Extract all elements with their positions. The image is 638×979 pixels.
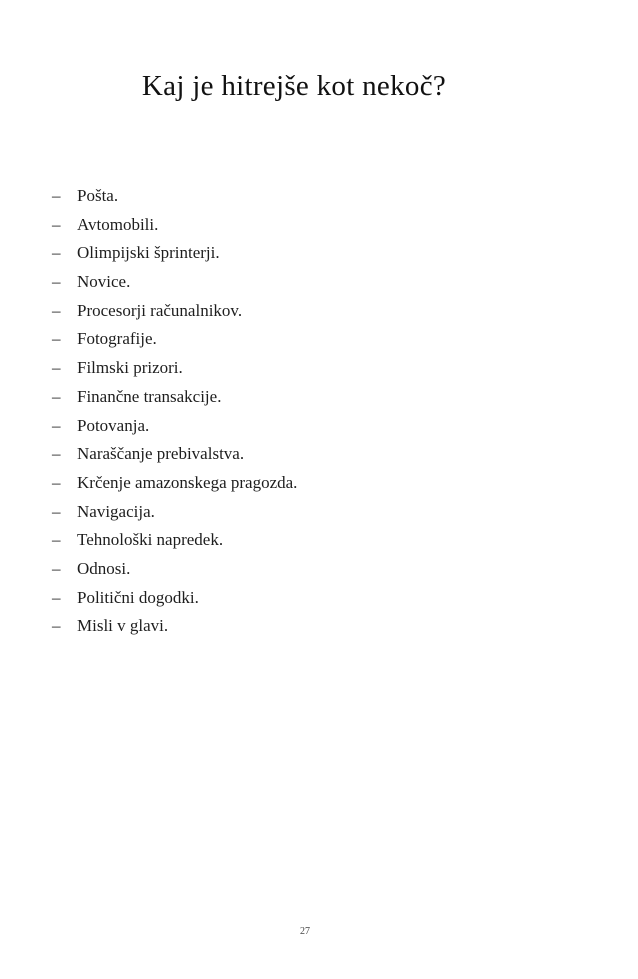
list-bullet: – — [52, 214, 61, 234]
list-item — [52, 559, 297, 588]
list-bullet: – — [52, 300, 61, 320]
list-bullet: – — [52, 243, 61, 263]
list-item — [52, 473, 297, 502]
list-item — [52, 358, 297, 387]
list-item — [52, 243, 297, 272]
list-item-text: Filmski prizori. — [77, 358, 183, 378]
list-item-text: Olimpijski šprinterji. — [77, 243, 220, 263]
list-item-text: Potovanja. — [77, 415, 150, 435]
list-item — [52, 329, 297, 358]
list-item — [52, 416, 297, 445]
list-bullet: – — [52, 272, 61, 292]
list-item — [52, 301, 297, 330]
list-bullet: – — [52, 472, 61, 492]
list-bullet: – — [52, 415, 61, 435]
list-bullet: – — [52, 329, 61, 349]
list-item-text: Procesorji računalnikov. — [77, 300, 243, 320]
list-bullet: – — [52, 587, 61, 607]
item-list — [52, 186, 297, 645]
page-title: Kaj je hitrejše kot nekoč? — [141, 70, 447, 102]
list-bullet: – — [52, 616, 61, 636]
list-bullet: – — [52, 186, 61, 205]
list-item — [52, 616, 297, 645]
list-item-text: Navigacija. — [77, 501, 155, 521]
list-item — [52, 588, 297, 617]
list-item-text: Naraščanje prebivalstva. — [77, 444, 245, 464]
list-item-text: Finančne transakcije. — [77, 386, 222, 406]
list-bullet: – — [52, 530, 61, 550]
list-item — [52, 530, 297, 559]
list-item — [52, 215, 297, 244]
list-item — [52, 387, 297, 416]
list-item-text: Politični dogodki. — [77, 587, 199, 607]
list-item-text: Tehnološki napredek. — [77, 530, 224, 550]
page-number: 27 — [300, 926, 310, 937]
list-item — [52, 502, 297, 531]
list-item — [52, 444, 297, 473]
list-item-text: Pošta. — [77, 186, 119, 205]
list-bullet: – — [52, 558, 61, 578]
list-bullet: – — [52, 386, 61, 406]
list-item-text: Krčenje amazonskega pragozda. — [77, 472, 298, 492]
list-item-text: Novice. — [77, 272, 131, 292]
list-item — [52, 186, 297, 215]
list-bullet: – — [52, 501, 61, 521]
list-bullet: – — [52, 444, 61, 464]
list-item-text: Odnosi. — [77, 558, 131, 578]
list-item-text: Misli v glavi. — [77, 616, 169, 636]
list-item — [52, 272, 297, 301]
list-bullet: – — [52, 358, 61, 378]
list-item-text: Avtomobili. — [77, 214, 159, 234]
list-item-text: Fotografije. — [77, 329, 157, 349]
